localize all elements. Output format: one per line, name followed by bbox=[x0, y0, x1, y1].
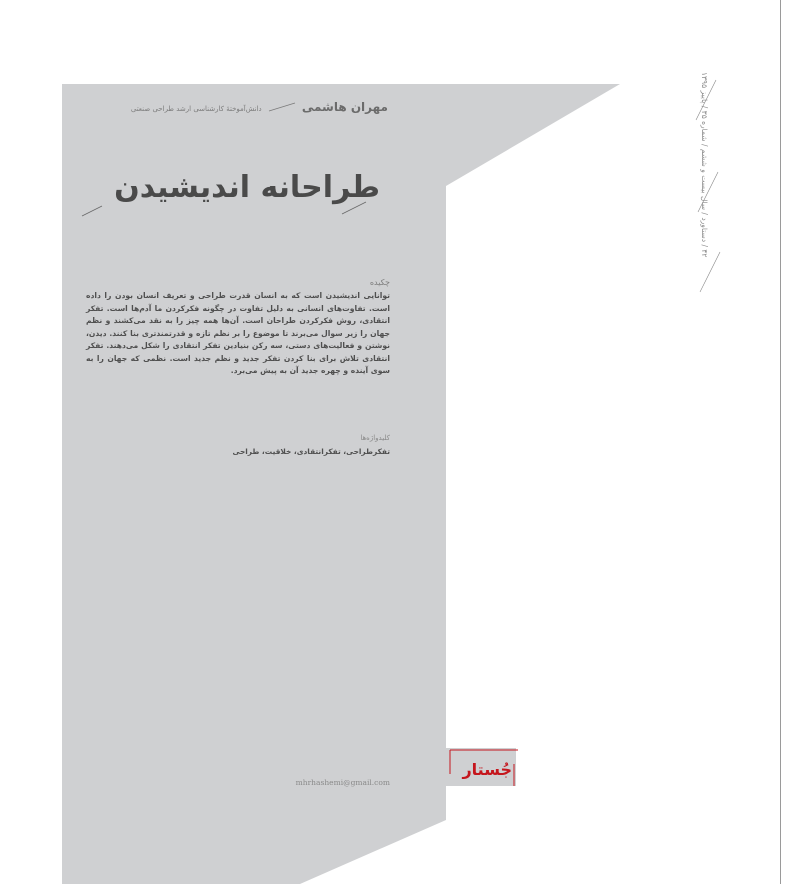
abstract-text: توانایی اندیشیدن است که به انسان قدرت طراحی و تعریف انسان بودن را داده است. تفاوت‌های انسانی به دلیل تفاوت در چگونه فکرکردن ما آدم‌ها است. تفکر انتقادی، روش فکرکردن طراحان است. آن‌ها همه چیز را به نقد می‌کشند و نظم جهان را زیر سوال می‌برند تا موضوع را بر نظم تازه و قدرتمندتری بنا کنند. دیدن، نوشتن و فعالیت‌های دستی، سه رکن بنیادین تفکر انتقادی را شکل می‌دهند. تفکر انتقادی تلاش برای بنا کردن تفکر جدید و نظم جدید است. نظمی که جهان را به سوی آینده و چهره جدید آن به پیش می‌برد. bbox=[86, 291, 390, 375]
abstract-label: چکیده bbox=[369, 278, 390, 287]
article-title: طراحانه اندیشیدن bbox=[114, 170, 380, 205]
keywords-text: تفکرطراحی، تفکرانتقادی، خلاقیت، طراحی bbox=[232, 447, 390, 456]
title-slash-icon bbox=[80, 198, 370, 218]
author-name: مهران هاشمی bbox=[301, 100, 388, 114]
keywords-label: کلیدواژه‌ها bbox=[360, 434, 390, 442]
side-slash-separators-icon bbox=[676, 72, 726, 312]
author-role: دانش‌آموختهٔ کارشناسی ارشد طراحی صنعتی bbox=[130, 105, 262, 113]
author-line bbox=[88, 96, 388, 115]
slash-separator-icon bbox=[267, 102, 297, 112]
author-email: mhrhashemi@gmail.com bbox=[295, 778, 390, 787]
journal-info: ۴۲ / دستاورد / سال بیست و ششم / شماره ۳۵ / پاییز ۱۳۹۵ bbox=[700, 72, 709, 258]
journal-logo: جُستار bbox=[462, 760, 512, 779]
